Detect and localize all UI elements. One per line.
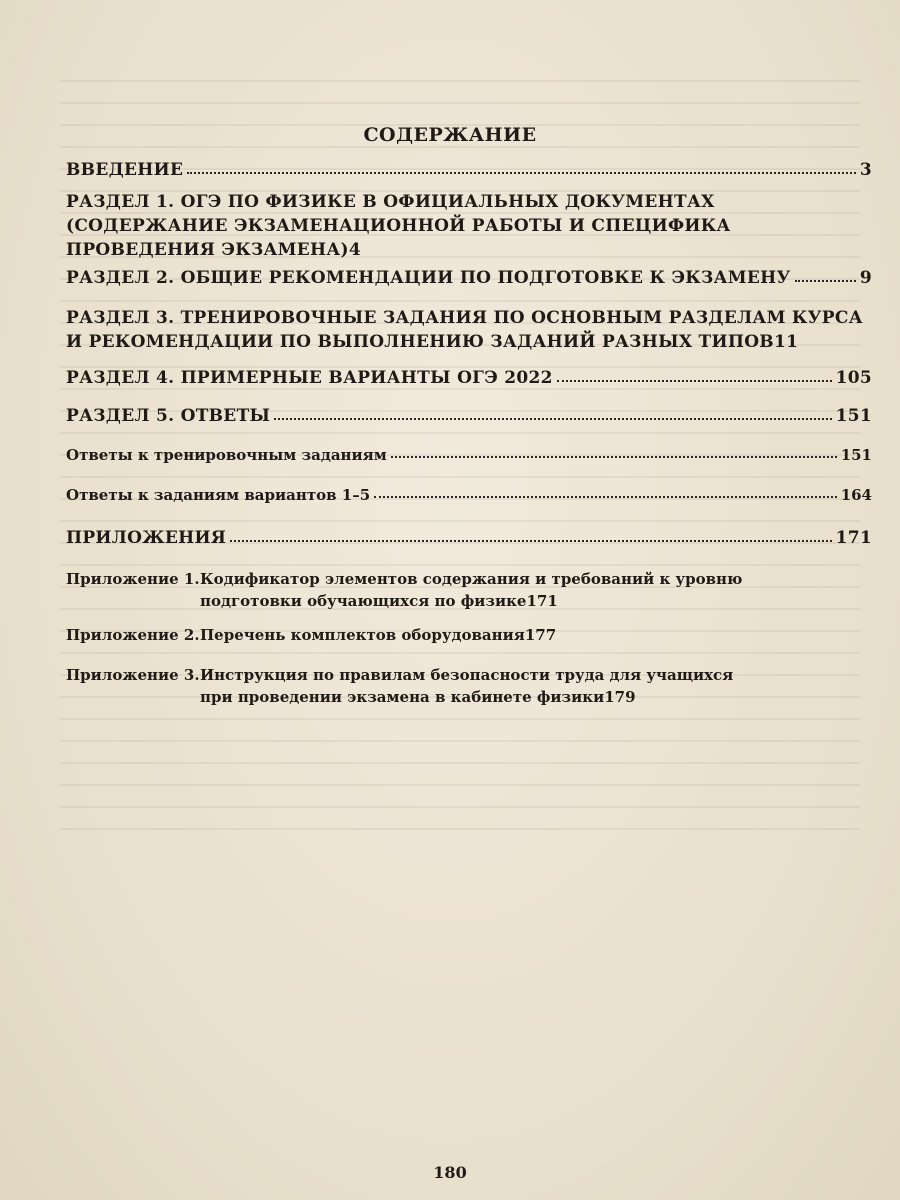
toc-entry-line: Кодификатор элементов содержания и требований к уровню — [200, 570, 743, 588]
page-title: СОДЕРЖАНИЕ — [363, 124, 537, 146]
toc-entry-line: (СОДЕРЖАНИЕ ЭКЗАМЕНАЦИОННОЙ РАБОТЫ И СПЕЦИФИКА — [66, 216, 731, 236]
toc-page-number: 11 — [773, 332, 799, 352]
toc-entry-line: РАЗДЕЛ 1. ОГЭ ПО ФИЗИКЕ В ОФИЦИАЛЬНЫХ ДОКУМЕНТАХ — [66, 192, 715, 212]
toc-entry-appendix-3 — [66, 664, 872, 708]
toc-page-number: 105 — [835, 368, 872, 388]
toc-page-number: 4 — [348, 240, 362, 260]
toc-entry-text: РАЗДЕЛ 4. ПРИМЕРНЫЕ ВАРИАНТЫ ОГЭ 2022 — [66, 368, 553, 388]
appendix-label: Приложение 2. — [66, 626, 200, 644]
toc-entry-appendix-1 — [66, 568, 872, 612]
dot-leader — [391, 456, 837, 458]
toc-entry-line: И РЕКОМЕНДАЦИИ ПО ВЫПОЛНЕНИЮ ЗАДАНИЙ РАЗНЫХ ТИПОВ — [66, 332, 774, 352]
toc-page-number: 151 — [840, 446, 872, 464]
toc-page-number: 151 — [835, 406, 872, 426]
toc-entry-line: Инструкция по правилам безопасности труда для учащихся — [200, 666, 734, 684]
toc-entry-text: Ответы к тренировочным заданиям — [66, 446, 387, 464]
toc-page-number: 177 — [524, 626, 557, 644]
toc-entry-answers-variants — [66, 486, 872, 504]
toc-entry-line: ПРОВЕДЕНИЯ ЭКЗАМЕНА) — [66, 240, 349, 260]
toc-entry-line: при проведении экзамена в кабинете физики — [200, 688, 605, 706]
toc-entry-section-5 — [66, 406, 872, 426]
appendix-label: Приложение 3. — [66, 666, 200, 684]
toc-entry-text: РАЗДЕЛ 5. ОТВЕТЫ — [66, 406, 271, 426]
toc-entry-intro — [66, 160, 872, 180]
toc-entry-text: Ответы к заданиям вариантов 1–5 — [66, 486, 371, 504]
dot-leader — [374, 496, 837, 498]
toc-entry-section-1 — [66, 190, 872, 262]
dot-leader — [274, 418, 831, 420]
dot-leader — [557, 380, 832, 382]
toc-entry-text: РАЗДЕЛ 2. ОБЩИЕ РЕКОМЕНДАЦИИ ПО ПОДГОТОВКЕ К ЭКЗАМЕНУ — [66, 268, 791, 288]
toc-page-number: 3 — [859, 160, 872, 180]
toc-page-number: 171 — [526, 592, 558, 610]
toc-entry-section-2 — [66, 268, 872, 288]
toc-page-number: 179 — [604, 688, 636, 706]
toc-entry-appendices — [66, 528, 872, 548]
toc-page-number: 9 — [859, 268, 872, 288]
toc-entry-line: Перечень комплектов оборудования — [200, 626, 525, 644]
toc-page-number: 171 — [835, 528, 872, 548]
page-number-footer: 180 — [433, 1163, 467, 1182]
toc-page-number: 164 — [840, 486, 872, 504]
toc-entry-section-3 — [66, 306, 872, 354]
toc-entry-answers-training — [66, 446, 872, 464]
appendix-label: Приложение 1. — [66, 570, 200, 588]
toc-entry-line: РАЗДЕЛ 3. ТРЕНИРОВОЧНЫЕ ЗАДАНИЯ ПО ОСНОВНЫМ РАЗДЕЛАМ КУРСА — [66, 308, 863, 328]
toc-entry-appendix-2 — [66, 624, 872, 646]
toc-entry-line: подготовки обучающихся по физике — [200, 592, 527, 610]
toc-entry-section-4 — [66, 368, 872, 388]
dot-leader — [795, 280, 856, 282]
dot-leader — [187, 172, 856, 174]
dot-leader — [230, 540, 831, 542]
toc-entry-text: ВВЕДЕНИЕ — [66, 160, 184, 180]
toc-entry-text: ПРИЛОЖЕНИЯ — [66, 528, 227, 548]
